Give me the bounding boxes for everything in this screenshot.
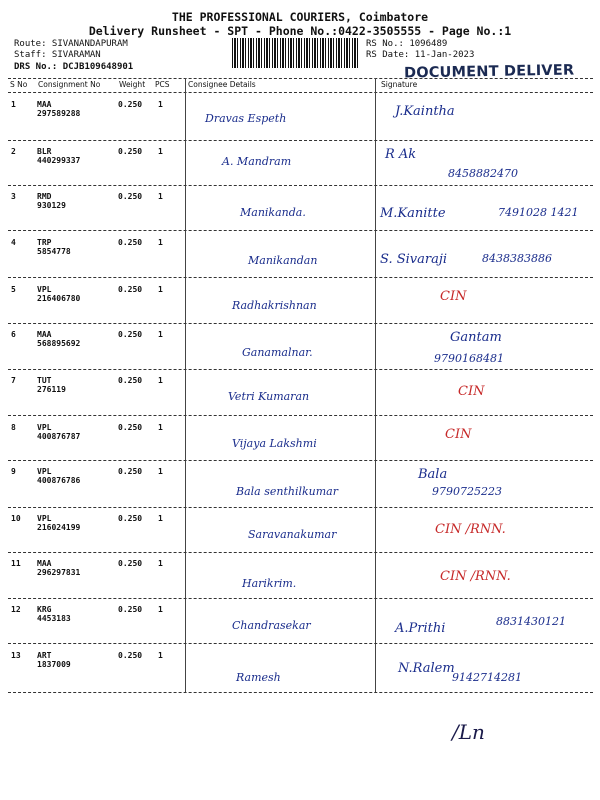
rs-date: RS Date: 11-Jan-2023: [366, 50, 475, 60]
row-pcs: 1: [158, 238, 163, 247]
row-signature: A.Prithi: [395, 621, 446, 636]
row-consignment-no: MAA 568895692: [37, 330, 81, 348]
row-pcs: 1: [158, 559, 163, 568]
row-weight: 0.250: [118, 100, 143, 109]
row-sno: 3: [11, 192, 16, 201]
row-phone-number: 8438383886: [482, 252, 552, 265]
row-weight: 0.250: [118, 192, 143, 201]
row-divider: [8, 140, 593, 141]
runsheet-subtitle: Delivery Runsheet - SPT - Phone No.:0422-3505555 - Page No.:1: [88, 24, 512, 38]
row-pcs: 1: [158, 330, 163, 339]
row-consignment-no: VPL 400876787: [37, 423, 81, 441]
row-divider: [8, 643, 593, 644]
row-weight: 0.250: [118, 285, 143, 294]
row-phone-number: 7491028 1421: [498, 206, 579, 219]
document-delivered-stamp: DOCUMENT DELIVER: [403, 62, 575, 82]
row-divider: [8, 277, 593, 278]
row-weight: 0.250: [118, 423, 143, 432]
row-pcs: 1: [158, 100, 163, 109]
row-consignment-no: MAA 296297831: [37, 559, 81, 577]
row-consignee-handwriting: Harikrim.: [242, 577, 297, 590]
header-border: [8, 92, 593, 93]
row-consignee-handwriting: Saravanakumar: [248, 528, 337, 541]
row-consignee-handwriting: Bala senthilkumar: [236, 485, 338, 498]
row-divider: [8, 323, 593, 324]
row-signature: N.Ralem: [398, 661, 455, 676]
row-consignee-handwriting: Chandrasekar: [232, 619, 311, 632]
row-divider: [8, 598, 593, 599]
row-signature: CIN: [458, 384, 485, 399]
row-consignee-handwriting: Radhakrishnan: [232, 299, 317, 312]
row-divider: [8, 692, 593, 693]
drs-label: DRS No.: DCJB109648901: [14, 62, 134, 72]
row-consignee-handwriting: Dravas Espeth: [205, 112, 287, 125]
company-title: THE PROFESSIONAL COURIERS, Coimbatore: [171, 10, 429, 24]
row-consignment-no: RMD 930129: [37, 192, 66, 210]
row-weight: 0.250: [118, 147, 143, 156]
row-pcs: 1: [158, 423, 163, 432]
col-sno: S No: [10, 80, 28, 89]
staff-label: Staff: SIVARAMAN: [14, 50, 101, 60]
table-top-border: [8, 78, 593, 79]
consignee-column-divider: [185, 78, 186, 693]
row-phone-number: 9790168481: [434, 352, 504, 365]
row-sno: 6: [11, 330, 16, 339]
row-divider: [8, 185, 593, 186]
row-divider: [8, 460, 593, 461]
row-weight: 0.250: [118, 559, 143, 568]
row-weight: 0.250: [118, 376, 143, 385]
row-consignment-no: KRG 4453183: [37, 605, 71, 623]
row-weight: 0.250: [118, 514, 143, 523]
row-consignee-handwriting: Manikanda.: [240, 206, 306, 219]
barcode: [232, 38, 358, 68]
row-weight: 0.250: [118, 467, 143, 476]
row-signature: J.Kaintha: [395, 104, 455, 119]
row-sno: 9: [11, 467, 16, 476]
row-signature: CIN /RNN.: [435, 522, 506, 537]
row-weight: 0.250: [118, 238, 143, 247]
row-signature: CIN: [440, 289, 467, 304]
row-divider: [8, 552, 593, 553]
row-pcs: 1: [158, 285, 163, 294]
rs-number: RS No.: 1096489: [366, 39, 448, 49]
col-signature: Signature: [381, 80, 418, 89]
row-phone-number: 8831430121: [496, 615, 566, 628]
row-divider: [8, 369, 593, 370]
row-phone-number: 9790725223: [432, 485, 502, 498]
row-pcs: 1: [158, 467, 163, 476]
row-sno: 11: [11, 559, 21, 568]
row-signature: CIN /RNN.: [440, 569, 511, 584]
row-sno: 4: [11, 238, 16, 247]
row-sno: 2: [11, 147, 16, 156]
row-sno: 1: [11, 100, 16, 109]
row-consignment-no: MAA 297589288: [37, 100, 81, 118]
row-pcs: 1: [158, 147, 163, 156]
row-sno: 7: [11, 376, 16, 385]
row-signature: S. Sivaraji: [380, 252, 448, 267]
row-consignment-no: VPL 216406780: [37, 285, 81, 303]
row-weight: 0.250: [118, 330, 143, 339]
row-weight: 0.250: [118, 651, 143, 660]
row-consignee-handwriting: Vetri Kumaran: [228, 390, 310, 403]
route-label: Route: SIVANANDAPURAM: [14, 39, 128, 49]
col-weight: Weight: [119, 80, 146, 89]
row-phone-number: 9142714281: [452, 671, 522, 684]
row-weight: 0.250: [118, 605, 143, 614]
row-divider: [8, 230, 593, 231]
row-phone-number: 8458882470: [448, 167, 518, 180]
row-sno: 12: [11, 605, 21, 614]
row-pcs: 1: [158, 651, 163, 660]
row-consignee-handwriting: Ganamalnar.: [242, 346, 313, 359]
row-signature: R Ak: [385, 147, 417, 162]
row-consignee-handwriting: Ramesh: [236, 671, 281, 684]
row-sno: 10: [11, 514, 21, 523]
row-consignment-no: TRP 5854778: [37, 238, 71, 256]
signature-column-divider: [375, 78, 376, 693]
row-consignment-no: VPL 400876786: [37, 467, 81, 485]
row-consignee-handwriting: A. Mandram: [222, 155, 292, 168]
row-signature: CIN: [445, 427, 472, 442]
row-consignee-handwriting: Manikandan: [248, 254, 318, 267]
footer-initials: /Ln: [452, 720, 485, 744]
row-consignment-no: BLR 440299337: [37, 147, 81, 165]
row-pcs: 1: [158, 605, 163, 614]
col-consignment: Consignment No: [38, 80, 101, 89]
row-signature: Bala: [418, 467, 448, 482]
col-pcs: PCS: [155, 80, 170, 89]
row-sno: 5: [11, 285, 16, 294]
row-consignment-no: ART 1837009: [37, 651, 71, 669]
row-consignment-no: TUT 276119: [37, 376, 66, 394]
row-divider: [8, 415, 593, 416]
row-pcs: 1: [158, 514, 163, 523]
row-signature: M.Kanitte: [380, 206, 446, 221]
row-signature: Gantam: [450, 330, 502, 345]
row-consignee-handwriting: Vijaya Lakshmi: [232, 437, 317, 450]
row-pcs: 1: [158, 192, 163, 201]
row-pcs: 1: [158, 376, 163, 385]
row-sno: 8: [11, 423, 16, 432]
row-divider: [8, 507, 593, 508]
row-consignment-no: VPL 216024199: [37, 514, 81, 532]
col-consignee: Consignee Details: [188, 80, 256, 89]
row-sno: 13: [11, 651, 21, 660]
